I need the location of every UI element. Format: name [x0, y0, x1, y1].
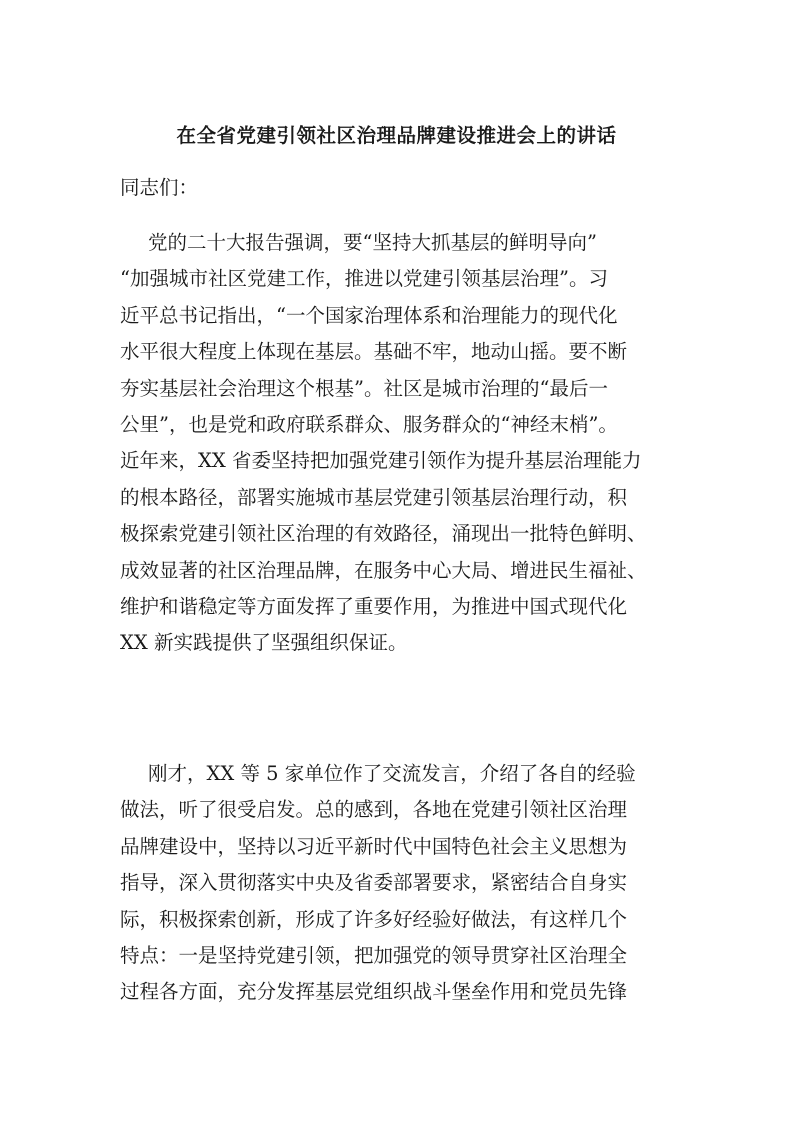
paragraph-line: 品牌建设中，坚持以习近平新时代中国特色社会主义思想为	[120, 834, 628, 858]
document-title: 在全省党建引领社区治理品牌建设推进会上的讲话	[176, 124, 617, 147]
paragraph-line: 公里”，也是党和政府联系群众、服务群众的“神经末梢”。	[120, 412, 618, 436]
salutation: 同志们：	[120, 176, 199, 199]
paragraph-line: 过程各方面，充分发挥基层党组织战斗堡垒作用和党员先锋	[120, 980, 628, 1004]
paragraph-2	[120, 756, 690, 1011]
paragraph-line: 刚才，XX 等 5 家单位作了交流发言，介绍了各自的经验	[148, 762, 636, 785]
paragraph-line: 党的二十大报告强调，要“坚持大抓基层的鲜明导向”	[148, 231, 597, 254]
paragraph-line: 近年来，XX 省委坚持把加强党建引领作为提升基层治理能力	[120, 449, 642, 473]
paragraph-line: 极探索党建引领社区治理的有效路径，涌现出一批特色鲜明、	[120, 522, 647, 546]
paragraph-line: 近平总书记指出，“一个国家治理体系和治理能力的现代化	[120, 303, 618, 327]
paragraph-line: 做法，听了很受启发。总的感到，各地在党建引领社区治理	[120, 798, 628, 822]
paragraph-line: “加强城市社区党建工作，推进以党建引领基层治理”。习	[120, 267, 608, 291]
paragraph-line: 的根本路径，部署实施城市基层党建引领基层治理行动，积	[120, 485, 628, 509]
paragraph-line: 指导，深入贯彻落实中央及省委部署要求，紧密结合自身实	[120, 871, 628, 895]
paragraph-line: 夯实基层社会治理这个根基”。社区是城市治理的“最后一	[120, 376, 608, 400]
paragraph-line: XX 新实践提供了坚强组织保证。	[120, 631, 408, 655]
paragraph-line: 成效显著的社区治理品牌，在服务中心大局、增进民生福祉、	[120, 558, 647, 582]
paragraph-line: 际，积极探索创新，形成了许多好经验好做法，有这样几个	[120, 907, 628, 931]
paragraph-1	[120, 225, 690, 662]
paragraph-line: 水平很大程度上体现在基层。基础不牢，地动山摇。要不断	[120, 340, 628, 364]
paragraph-line: 维护和谐稳定等方面发挥了重要作用，为推进中国式现代化	[120, 594, 628, 618]
paragraph-line: 特点：一是坚持党建引领，把加强党的领导贯穿社区治理全	[120, 943, 628, 967]
